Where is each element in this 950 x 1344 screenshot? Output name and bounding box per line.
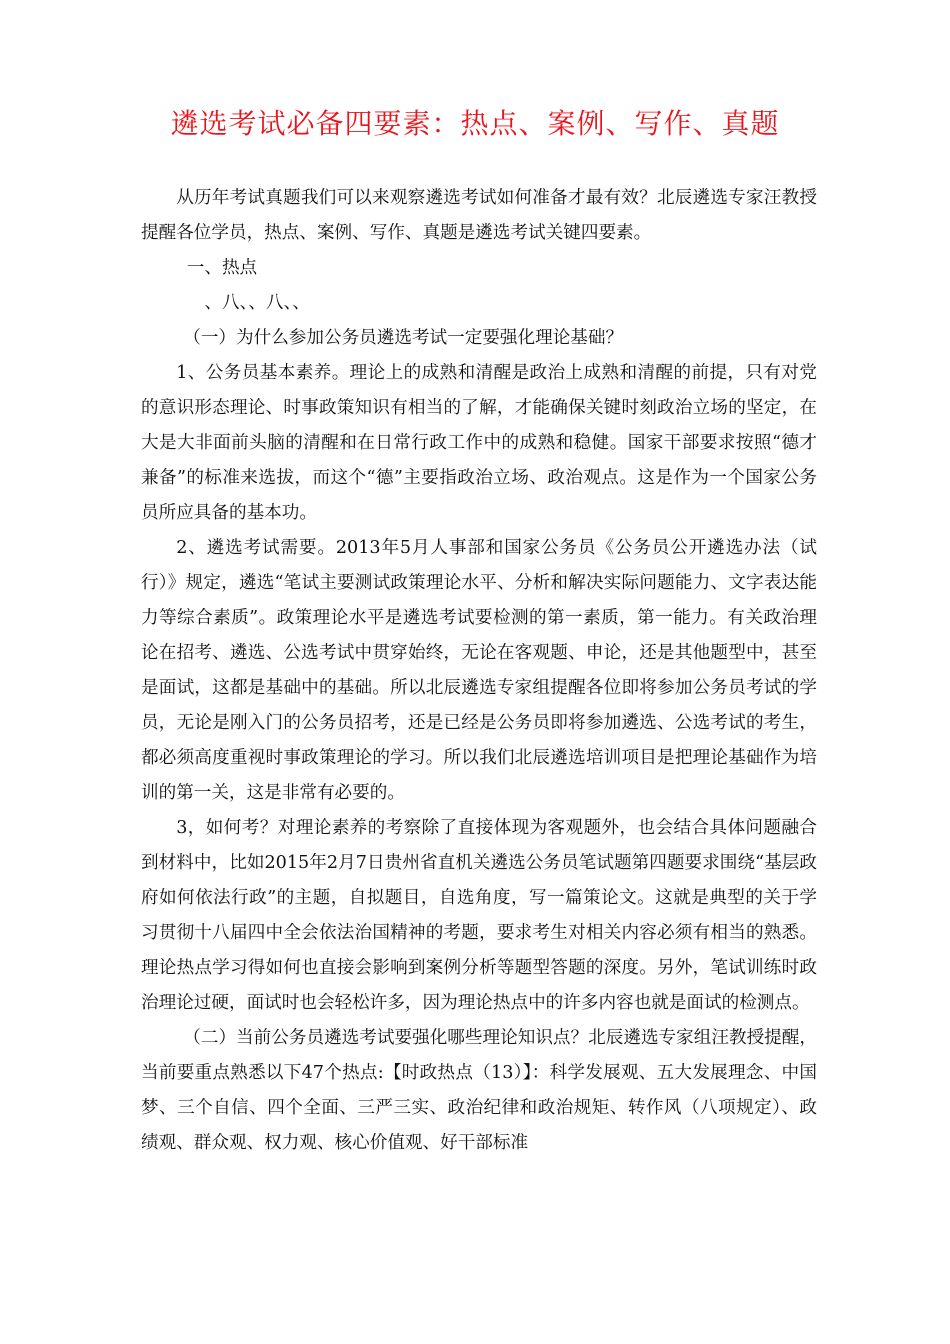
paragraph-point-3: 3，如何考？对理论素养的考察除了直接体现为客观题外，也会结合具体问题融合到材料中，比如2015年2月7日贵州省直机关遴选公务员笔试题第四题要求围绕“基层政府如何依法行政”的主题，自拟题目，自选角度，写一篇策论文。这就是典型的关于学习贯彻十八届四中全会依法治国精神的考题，要求考生对相关内容必须有相当的熟悉。理论热点学习得如何也直接会影响到案例分析等题型答题的深度。另外，笔试训练时政治理论过硬，面试时也会轻松许多，因为理论热点中的许多内容也就是面试的检测点。 <box>141 818 817 1013</box>
document-title: 遴选考试必备四要素：热点、案例、写作、真题 <box>170 107 780 140</box>
subsection-paragraph-2: （二）当前公务员遴选考试要强化哪些理论知识点？北辰遴选专家组汪教授提醒，当前要重点熟悉以下47个热点:【时政热点（13）】：科学发展观、五大发展理念、中国梦、三个自信、四个全面、三严三实、政治纪律和政治规矩、转作风（八项规定）、政绩观、群众观、权力观、核心价值观、好干部标准 <box>141 1028 817 1153</box>
intro-paragraph: 从历年考试真题我们可以来观察遴选考试如何准备才最有效？北辰遴选专家汪教授提醒各位学员，热点、案例、写作、真题是遴选考试关键四要素。 <box>141 188 817 243</box>
document-body <box>141 181 817 1161</box>
paragraph-point-1: 1、公务员基本素养。理论上的成熟和清醒是政治上成熟和清醒的前提，只有对党的意识形态理论、时事政策知识有相当的了解，才能确保关键时刻政治立场的坚定，在大是大非面前头脑的清醒和在日常行政工作中的成熟和稳健。国家干部要求按照“德才兼备”的标准来选拔，而这个“德”主要指政治立场、政治观点。这是作为一个国家公务员所应具备的基本功。 <box>141 363 817 523</box>
section-heading-hotspots: 一、热点 <box>186 258 258 278</box>
paragraph-point-2: 2、遴选考试需要。2013年5月人事部和国家公务员《公务员公开遴选办法（试行）》规定，遴选“笔试主要测试政策理论水平、分析和解决实际问题能力、文字表达能力等综合素质”。政策理论水平是遴选考试要检测的第一素质，第一能力。有关政治理论在招考、遴选、公选考试中贯穿始终，无论在客观题、申论，还是其他题型中，甚至是面试，这都是基础中的基础。所以北辰遴选专家组提醒各位即将参加公务员考试的学员，无论是刚入门的公务员招考，还是已经是公务员即将参加遴选、公选考试的考生，都必须高度重视时事政策理论的学习。所以我们北辰遴选培训项目是把理论基础作为培训的第一关，这是非常有必要的。 <box>141 538 817 803</box>
subsection-heading-1: （一）为什么参加公务员遴选考试一定要强化理论基础？ <box>183 328 624 348</box>
garbled-marks-line: 、八、、八、、 <box>204 293 310 313</box>
